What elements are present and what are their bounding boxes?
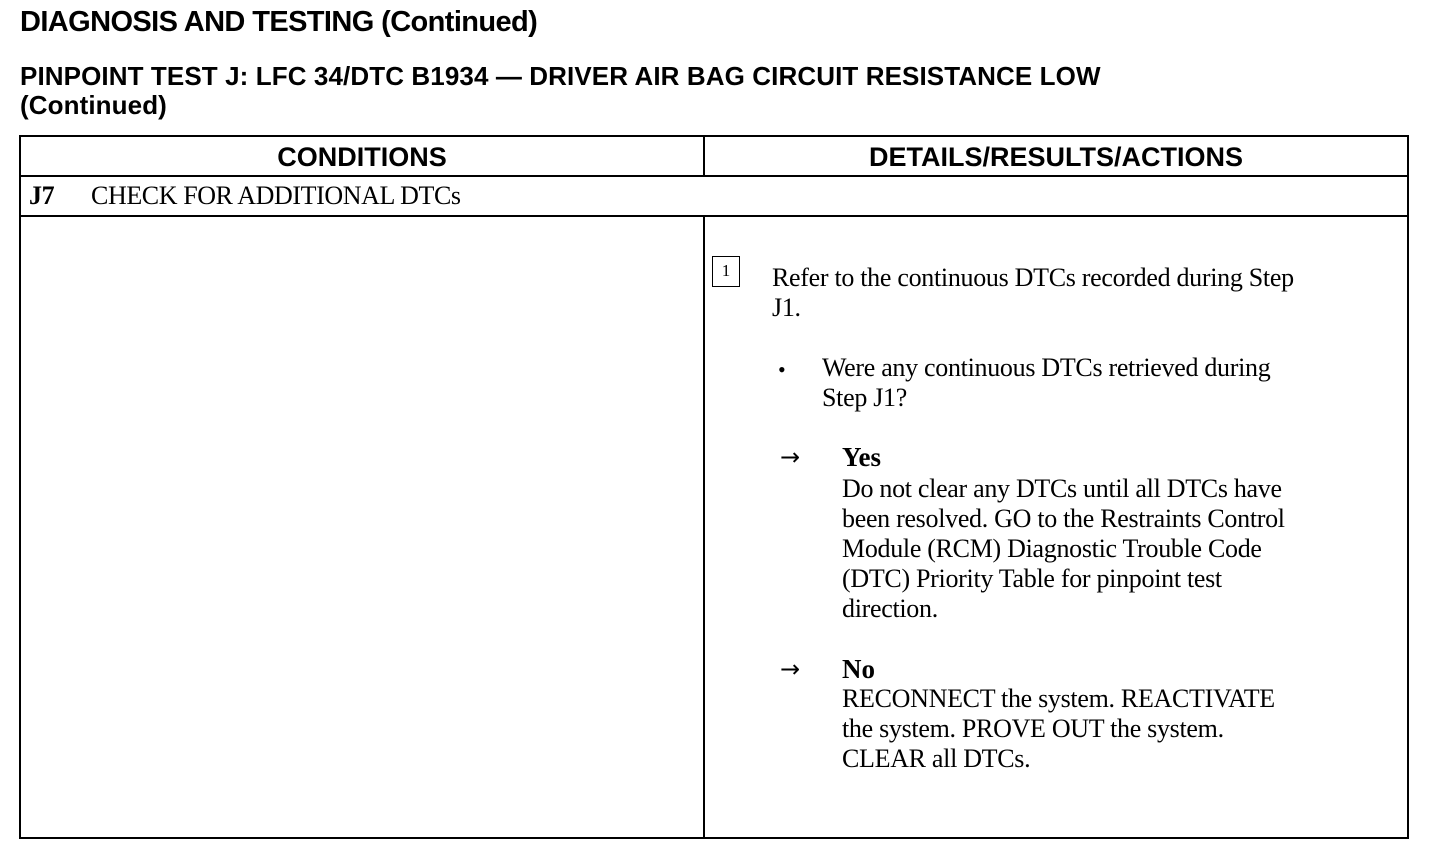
answer-yes-label: Yes (842, 442, 881, 472)
test-title-line-2: (Continued) (20, 90, 167, 120)
section-title: DIAGNOSIS AND TESTING (Continued) (20, 6, 538, 38)
answer-no-line: RECONNECT the system. REACTIVATE (842, 684, 1275, 713)
test-title-line-1: PINPOINT TEST J: LFC 34/DTC B1934 — DRIVER AIR BAG CIRCUIT RESISTANCE LOW (20, 61, 1101, 91)
arrow-right-icon: → (780, 443, 801, 471)
answer-no-line: the system. PROVE OUT the system. (842, 714, 1224, 743)
question-text (822, 353, 1382, 413)
answer-yes-line: direction. (842, 594, 938, 623)
step-number-box: 1 (712, 256, 740, 287)
answer-yes-line: (DTC) Priority Table for pinpoint test (842, 564, 1222, 593)
instruction-text (772, 263, 1402, 323)
answer-yes-line: Do not clear any DTCs until all DTCs have (842, 474, 1282, 503)
instruction-line: Refer to the continuous DTCs recorded during Step (772, 263, 1294, 292)
answer-yes-text (842, 474, 1402, 624)
arrow-right-icon: → (780, 655, 801, 683)
bullet-icon: • (778, 357, 786, 382)
step-row (21, 177, 1407, 217)
answer-yes-line: been resolved. GO to the Restraints Control (842, 504, 1285, 533)
step-id: J7 (29, 181, 55, 210)
answer-no-text (842, 684, 1402, 774)
answer-no-label: No (842, 654, 875, 684)
step-label: CHECK FOR ADDITIONAL DTCs (91, 181, 461, 210)
question-line: Step J1? (822, 383, 907, 412)
answer-no-line: CLEAR all DTCs. (842, 744, 1031, 773)
answer-yes-line: Module (RCM) Diagnostic Trouble Code (842, 534, 1262, 563)
column-divider (703, 217, 705, 837)
table-header-row (21, 137, 1407, 177)
header-conditions: CONDITIONS (277, 142, 447, 172)
pinpoint-test-title (20, 62, 1420, 120)
question-line: Were any continuous DTCs retrieved during (822, 353, 1271, 382)
instruction-line: J1. (772, 293, 801, 322)
header-details-results-actions: DETAILS/RESULTS/ACTIONS (868, 142, 1243, 172)
